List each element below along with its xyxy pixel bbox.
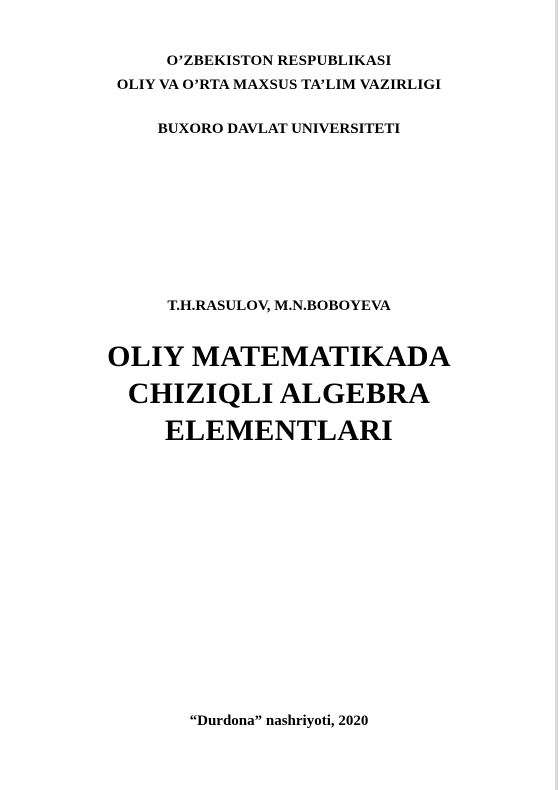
book-title-line-2: CHIZIQLI ALGEBRA [127, 377, 431, 410]
book-title-line-3: ELEMENTLARI [164, 414, 394, 447]
ministry-line-2: OLIY VA O’RTA MAXSUS TA’LIM VAZIRLIGI [116, 77, 442, 93]
ministry-line-1: O’ZBEKISTON RESPUBLIKASI [166, 53, 392, 69]
book-title-line-1: OLIY MATEMATIKADA [107, 340, 451, 373]
authors: T.H.RASULOV, M.N.BOBOYEVA [167, 298, 391, 314]
publisher-line: “Durdona” nashriyoti, 2020 [189, 713, 369, 729]
university-name: BUXORO DAVLAT UNIVERSITETI [157, 121, 401, 137]
